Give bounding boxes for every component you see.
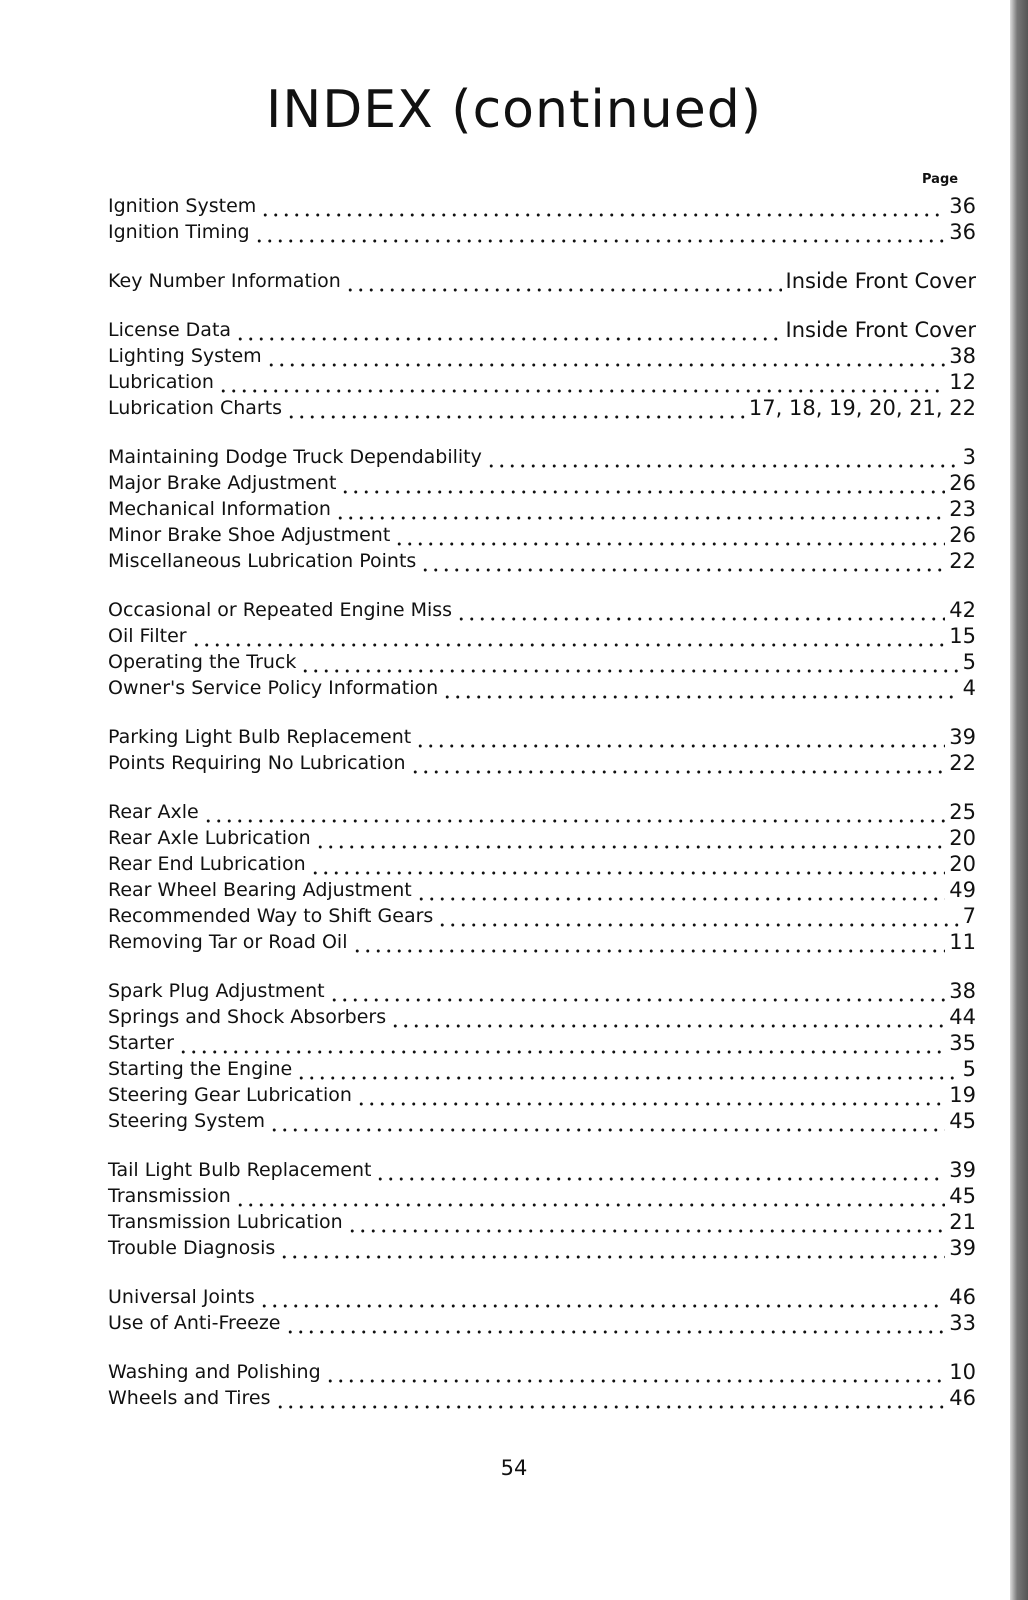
page-edge-shadow <box>1010 0 1028 1600</box>
entry-page: 39 <box>949 725 976 749</box>
index-entry <box>108 649 976 675</box>
dot-leader <box>415 724 945 750</box>
entry-page: 36 <box>949 194 976 218</box>
dot-leader <box>260 193 945 219</box>
dot-leader <box>315 825 946 851</box>
entry-name: Spark Plug Adjustment <box>108 980 325 1002</box>
index-entry <box>108 799 976 825</box>
index-entry <box>108 1108 976 1134</box>
entry-name: Mechanical Information <box>108 498 331 520</box>
dot-leader <box>347 1209 946 1235</box>
dot-leader <box>416 877 946 903</box>
entry-name: Major Brake Adjustment <box>108 472 337 494</box>
index-entry <box>108 470 976 496</box>
entry-page: 26 <box>949 523 976 547</box>
dot-leader <box>254 219 946 245</box>
index-group <box>108 193 976 245</box>
entry-page: Inside Front Cover <box>785 269 976 293</box>
entry-page: 15 <box>949 624 976 648</box>
index-entry <box>108 219 976 245</box>
index-entry <box>108 1284 976 1310</box>
dot-leader <box>410 750 946 776</box>
page-column-label: Page <box>922 172 959 187</box>
entry-name: Wheels and Tires <box>108 1387 271 1409</box>
index-entry <box>108 1209 976 1235</box>
dot-leader <box>266 343 946 369</box>
entry-page: 5 <box>962 1057 976 1081</box>
entry-page: 25 <box>949 800 976 824</box>
dot-leader <box>394 522 945 548</box>
entry-name: Starting the Engine <box>108 1058 293 1080</box>
dot-leader <box>335 496 945 522</box>
entry-name: Operating the Truck <box>108 651 297 673</box>
entry-name: Tail Light Bulb Replacement <box>108 1159 372 1181</box>
index-entry <box>108 395 976 421</box>
page-title: INDEX (continued) <box>266 80 762 140</box>
index-group <box>108 268 976 294</box>
entry-page: 44 <box>949 1005 976 1029</box>
dot-leader <box>310 851 946 877</box>
entry-name: Removing Tar or Road Oil <box>108 931 348 953</box>
entry-name: Steering Gear Lubrication <box>108 1084 352 1106</box>
index-group <box>108 317 976 421</box>
dot-leader <box>235 317 781 343</box>
entry-name: Points Requiring No Lubrication <box>108 752 406 774</box>
entry-name: Rear Wheel Bearing Adjustment <box>108 879 412 901</box>
index-group <box>108 1157 976 1261</box>
entry-name: Minor Brake Shoe Adjustment <box>108 524 391 546</box>
dot-leader <box>279 1235 945 1261</box>
entry-page: 38 <box>949 979 976 1003</box>
entry-page: 38 <box>949 344 976 368</box>
entry-page: 22 <box>949 751 976 775</box>
entry-name: Lubrication <box>108 371 214 393</box>
entry-page: 10 <box>949 1360 976 1384</box>
index-entry <box>108 903 976 929</box>
entry-name: Lubrication Charts <box>108 397 283 419</box>
dot-leader <box>259 1284 946 1310</box>
index-entry <box>108 317 976 343</box>
entry-name: Miscellaneous Lubrication Points <box>108 550 417 572</box>
index-entry <box>108 675 976 701</box>
index-group <box>108 978 976 1134</box>
index-list <box>108 193 976 1434</box>
entry-name: Key Number Information <box>108 270 341 292</box>
dot-leader <box>285 1310 946 1336</box>
page-number: 54 <box>500 1456 528 1480</box>
entry-name: Ignition Timing <box>108 221 250 243</box>
entry-page: 17, 18, 19, 20, 21, 22 <box>748 396 976 420</box>
dot-leader <box>275 1385 946 1411</box>
dot-leader <box>286 395 745 421</box>
index-entry <box>108 444 976 470</box>
entry-page: 36 <box>949 220 976 244</box>
index-entry <box>108 750 976 776</box>
entry-page: 26 <box>949 471 976 495</box>
entry-name: Starter <box>108 1032 174 1054</box>
index-entry <box>108 851 976 877</box>
index-entry <box>108 825 976 851</box>
index-group <box>108 444 976 574</box>
dot-leader <box>356 1082 945 1108</box>
dot-leader <box>437 903 958 929</box>
entry-page: 3 <box>962 445 976 469</box>
index-entry <box>108 268 976 294</box>
entry-page: 19 <box>949 1083 976 1107</box>
entry-name: Owner's Service Policy Information <box>108 677 439 699</box>
index-entry <box>108 623 976 649</box>
dot-leader <box>442 675 958 701</box>
entry-name: Rear Axle <box>108 801 199 823</box>
entry-page: 22 <box>949 549 976 573</box>
dot-leader <box>296 1056 958 1082</box>
entry-page: 12 <box>949 370 976 394</box>
index-entry <box>108 369 976 395</box>
entry-name: Lighting System <box>108 345 262 367</box>
index-entry <box>108 343 976 369</box>
entry-page: 20 <box>949 852 976 876</box>
entry-name: Transmission Lubrication <box>108 1211 343 1233</box>
dot-leader <box>329 978 946 1004</box>
entry-name: Trouble Diagnosis <box>108 1237 276 1259</box>
dot-leader <box>340 470 945 496</box>
entry-name: Transmission <box>108 1185 231 1207</box>
dot-leader <box>325 1359 946 1385</box>
entry-page: Inside Front Cover <box>785 318 976 342</box>
index-entry <box>108 1030 976 1056</box>
dot-leader <box>269 1108 945 1134</box>
entry-page: 5 <box>962 650 976 674</box>
entry-page: 46 <box>949 1285 976 1309</box>
index-entry <box>108 929 976 955</box>
entry-page: 42 <box>949 598 976 622</box>
entry-page: 7 <box>962 904 976 928</box>
index-entry <box>108 522 976 548</box>
entry-name: Springs and Shock Absorbers <box>108 1006 387 1028</box>
entry-page: 39 <box>949 1158 976 1182</box>
index-group <box>108 724 976 776</box>
dot-leader <box>456 597 945 623</box>
entry-name: Maintaining Dodge Truck Dependability <box>108 446 482 468</box>
entry-name: Use of Anti-Freeze <box>108 1312 281 1334</box>
dot-leader <box>375 1157 945 1183</box>
dot-leader <box>486 444 959 470</box>
entry-name: Universal Joints <box>108 1286 255 1308</box>
dot-leader <box>300 649 958 675</box>
index-entry <box>108 1157 976 1183</box>
entry-page: 49 <box>949 878 976 902</box>
entry-name: Rear End Lubrication <box>108 853 306 875</box>
index-entry <box>108 978 976 1004</box>
entry-page: 11 <box>949 930 976 954</box>
entry-page: 35 <box>949 1031 976 1055</box>
dot-leader <box>390 1004 945 1030</box>
index-entry <box>108 496 976 522</box>
index-group <box>108 597 976 701</box>
index-entry <box>108 1183 976 1209</box>
entry-page: 45 <box>949 1109 976 1133</box>
entry-page: 39 <box>949 1236 976 1260</box>
index-entry <box>108 1235 976 1261</box>
dot-leader <box>218 369 945 395</box>
entry-name: Occasional or Repeated Engine Miss <box>108 599 453 621</box>
entry-name: Washing and Polishing <box>108 1361 321 1383</box>
entry-page: 23 <box>949 497 976 521</box>
index-entry <box>108 1082 976 1108</box>
entry-name: Parking Light Bulb Replacement <box>108 726 412 748</box>
index-group <box>108 1359 976 1411</box>
index-entry <box>108 724 976 750</box>
index-group <box>108 1284 976 1336</box>
index-entry <box>108 877 976 903</box>
entry-page: 20 <box>949 826 976 850</box>
index-entry <box>108 193 976 219</box>
entry-page: 45 <box>949 1184 976 1208</box>
index-entry <box>108 1385 976 1411</box>
index-entry <box>108 597 976 623</box>
dot-leader <box>420 548 945 574</box>
entry-page: 21 <box>949 1210 976 1234</box>
entry-page: 33 <box>949 1311 976 1335</box>
entry-name: Recommended Way to Shift Gears <box>108 905 434 927</box>
entry-name: Ignition System <box>108 195 257 217</box>
entry-page: 46 <box>949 1386 976 1410</box>
dot-leader <box>178 1030 945 1056</box>
index-entry <box>108 1056 976 1082</box>
index-entry <box>108 1310 976 1336</box>
index-entry <box>108 1359 976 1385</box>
index-entry <box>108 548 976 574</box>
dot-leader <box>352 929 946 955</box>
index-group <box>108 799 976 955</box>
dot-leader <box>345 268 782 294</box>
index-entry <box>108 1004 976 1030</box>
entry-name: Oil Filter <box>108 625 187 647</box>
entry-name: License Data <box>108 319 232 341</box>
dot-leader <box>235 1183 946 1209</box>
entry-page: 4 <box>962 676 976 700</box>
entry-name: Steering System <box>108 1110 265 1132</box>
entry-name: Rear Axle Lubrication <box>108 827 311 849</box>
dot-leader <box>203 799 946 825</box>
dot-leader <box>191 623 946 649</box>
